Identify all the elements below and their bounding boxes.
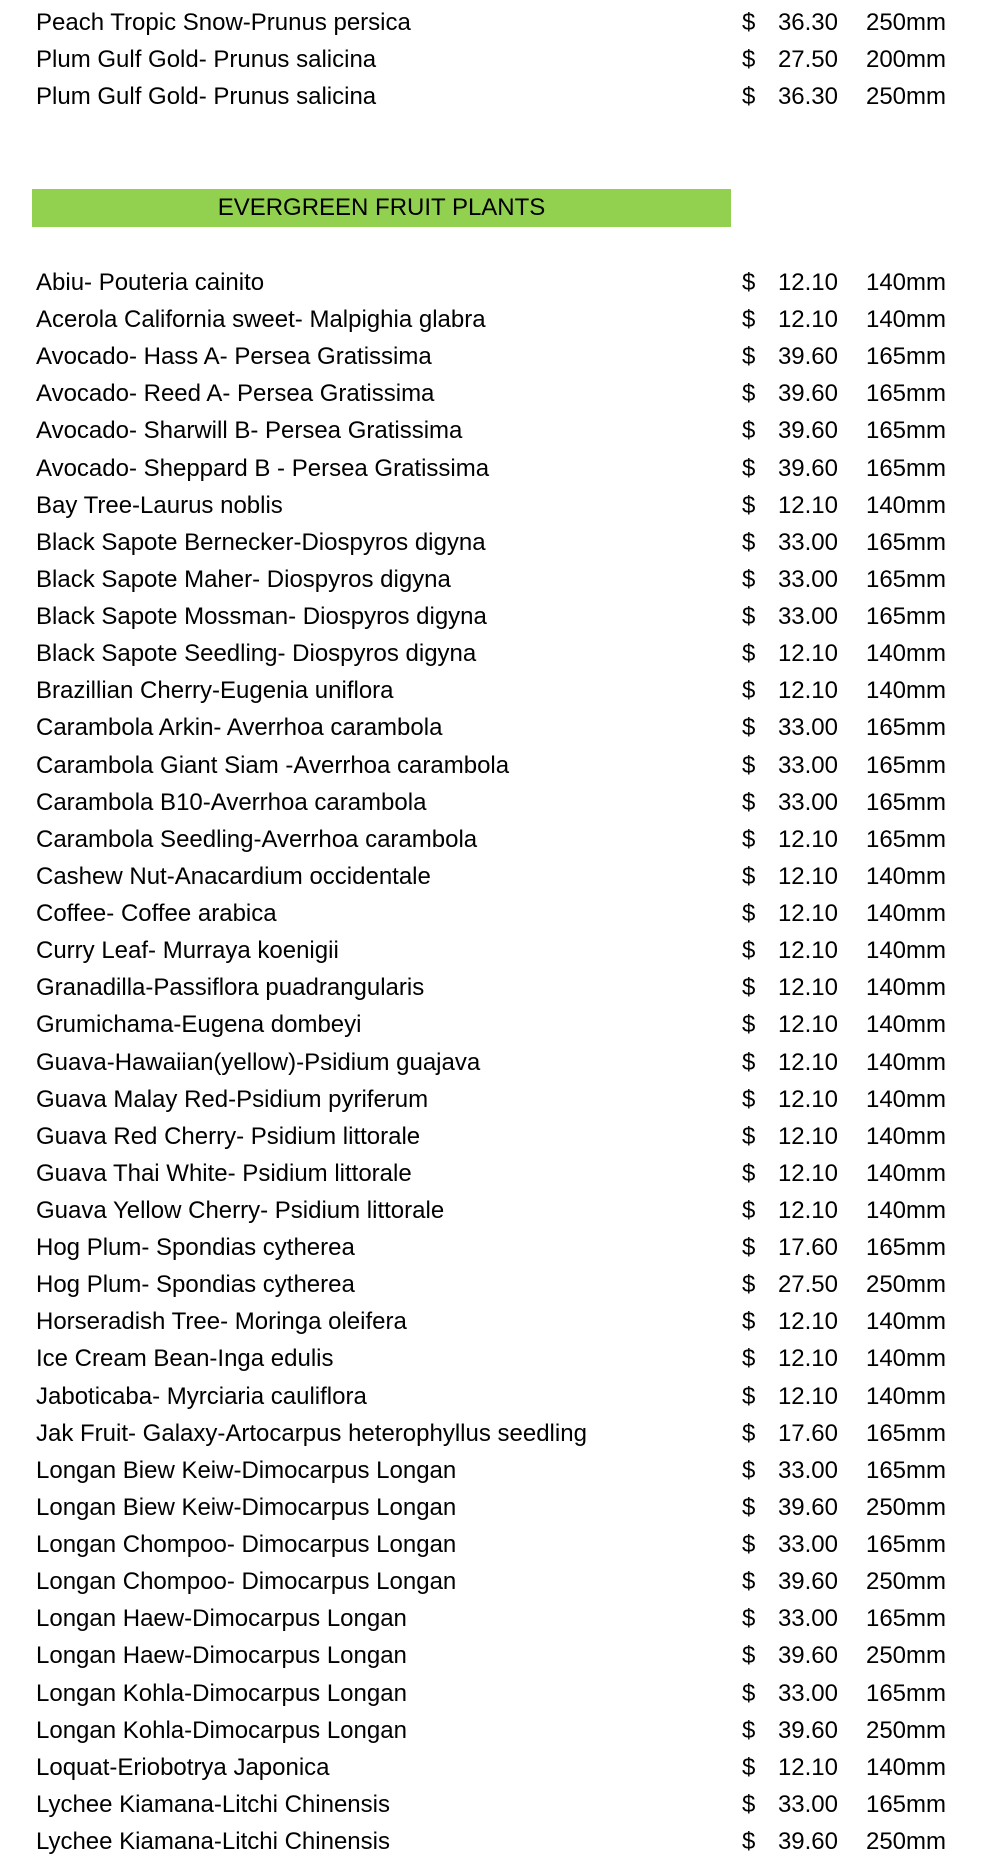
currency-symbol: $ xyxy=(742,1271,756,1299)
pot-size: 140mm xyxy=(865,1122,946,1150)
price-value: 39.60 xyxy=(777,454,838,482)
plant-name: Guava Yellow Cherry- Psidium littorale xyxy=(36,1197,445,1224)
pot-size: 140mm xyxy=(865,1011,946,1039)
currency-symbol: $ xyxy=(742,937,756,965)
price-row xyxy=(0,1637,988,1674)
pot-size: 250mm xyxy=(865,1568,946,1596)
price-value: 39.60 xyxy=(777,1828,838,1856)
pot-size: 165mm xyxy=(865,454,946,482)
plant-name: Hog Plum- Spondias cytherea xyxy=(36,1271,355,1299)
plant-name: Jak Fruit- Galaxy-Artocarpus heterophyllus seedling xyxy=(36,1419,587,1447)
price-row xyxy=(0,784,988,821)
price-row xyxy=(0,4,988,41)
price-row xyxy=(0,487,988,524)
pot-size: 165mm xyxy=(865,417,946,445)
currency-symbol: $ xyxy=(742,1308,756,1336)
currency-symbol: $ xyxy=(742,417,756,445)
currency-symbol: $ xyxy=(742,1085,756,1113)
price-row xyxy=(0,1712,988,1749)
price-row xyxy=(0,450,988,487)
pot-size: 140mm xyxy=(865,269,946,296)
pot-size: 140mm xyxy=(865,1345,946,1373)
plant-name: Longan Kohla-Dimocarpus Longan xyxy=(36,1679,407,1707)
pot-size: 165mm xyxy=(865,528,946,556)
plant-name: Coffee- Coffee arabica xyxy=(36,900,277,928)
price-value: 12.10 xyxy=(777,1048,838,1076)
currency-symbol: $ xyxy=(742,825,756,853)
pot-size: 140mm xyxy=(865,677,946,705)
pot-size: 140mm xyxy=(865,1197,946,1224)
plant-name: Carambola B10-Averrhoa carambola xyxy=(36,788,427,816)
currency-symbol: $ xyxy=(742,454,756,482)
currency-symbol: $ xyxy=(742,565,756,593)
pot-size: 165mm xyxy=(865,1456,946,1484)
currency-symbol: $ xyxy=(742,603,756,631)
currency-symbol: $ xyxy=(742,1382,756,1410)
currency-symbol: $ xyxy=(742,862,756,890)
plant-name: Longan Haew-Dimocarpus Longan xyxy=(36,1605,407,1633)
currency-symbol: $ xyxy=(742,1716,756,1744)
price-value: 12.10 xyxy=(777,1011,838,1039)
price-row xyxy=(0,264,988,301)
pot-size: 250mm xyxy=(865,1493,946,1521)
section-header-evergreen-fruit-plants: EVERGREEN FRUIT PLANTS xyxy=(32,189,731,227)
plant-name: Avocado- Reed A- Persea Gratissima xyxy=(36,380,435,408)
price-value: 12.10 xyxy=(777,491,838,519)
currency-symbol: $ xyxy=(742,1493,756,1521)
price-row xyxy=(0,969,988,1006)
currency-symbol: $ xyxy=(742,1531,756,1559)
price-row xyxy=(0,1044,988,1081)
pot-size: 140mm xyxy=(865,900,946,928)
currency-symbol: $ xyxy=(742,1753,756,1781)
pot-size: 165mm xyxy=(865,714,946,742)
pot-size: 140mm xyxy=(865,1085,946,1113)
price-row xyxy=(0,78,988,115)
pot-size: 165mm xyxy=(865,343,946,371)
price-row xyxy=(0,412,988,449)
price-value: 12.10 xyxy=(777,1382,838,1410)
price-value: 12.10 xyxy=(777,306,838,334)
plant-name: Avocado- Sharwill B- Persea Gratissima xyxy=(36,417,463,445)
price-value: 39.60 xyxy=(777,1493,838,1521)
pot-size: 165mm xyxy=(865,1419,946,1447)
price-row xyxy=(0,338,988,375)
price-row xyxy=(0,301,988,338)
price-value: 12.10 xyxy=(777,269,838,296)
currency-symbol: $ xyxy=(742,343,756,371)
plant-name: Black Sapote Maher- Diospyros digyna xyxy=(36,565,451,593)
price-row xyxy=(0,895,988,932)
plant-name: Ice Cream Bean-Inga edulis xyxy=(36,1345,334,1373)
plant-name: Jaboticaba- Myrciaria cauliflora xyxy=(36,1382,367,1410)
plant-name: Horseradish Tree- Moringa oleifera xyxy=(36,1308,407,1336)
price-row xyxy=(0,41,988,78)
plant-name: Black Sapote Bernecker-Diospyros digyna xyxy=(36,528,486,556)
pot-size: 140mm xyxy=(865,1753,946,1781)
price-value: 33.00 xyxy=(777,751,838,779)
currency-symbol: $ xyxy=(742,900,756,928)
plant-name: Loquat-Eriobotrya Japonica xyxy=(36,1753,330,1781)
price-row xyxy=(0,858,988,895)
plant-name: Avocado- Sheppard B - Persea Gratissima xyxy=(36,454,490,482)
price-value: 39.60 xyxy=(777,1568,838,1596)
currency-symbol: $ xyxy=(742,1345,756,1373)
currency-symbol: $ xyxy=(742,1568,756,1596)
plant-name: Lychee Kiamana-Litchi Chinensis xyxy=(36,1790,390,1818)
price-value: 39.60 xyxy=(777,417,838,445)
plant-name: Guava Thai White- Psidium littorale xyxy=(36,1159,412,1187)
plant-name: Cashew Nut-Anacardium occidentale xyxy=(36,862,431,890)
pot-size: 140mm xyxy=(865,1382,946,1410)
pot-size: 250mm xyxy=(865,1271,946,1299)
price-row xyxy=(0,635,988,672)
plant-name: Peach Tropic Snow-Prunus persica xyxy=(36,9,411,36)
price-value: 33.00 xyxy=(777,1605,838,1633)
plant-name: Longan Biew Keiw-Dimocarpus Longan xyxy=(36,1456,457,1484)
price-value: 12.10 xyxy=(777,1753,838,1781)
pot-size: 250mm xyxy=(865,83,946,110)
plant-name: Granadilla-Passiflora puadrangularis xyxy=(36,974,425,1002)
pot-size: 140mm xyxy=(865,862,946,890)
price-row xyxy=(0,1526,988,1563)
pot-size: 165mm xyxy=(865,565,946,593)
pot-size: 165mm xyxy=(865,1234,946,1262)
price-value: 12.10 xyxy=(777,1085,838,1113)
price-value: 12.10 xyxy=(777,677,838,705)
plant-name: Carambola Seedling-Averrhoa carambola xyxy=(36,825,478,853)
plant-name: Guava-Hawaiian(yellow)-Psidium guajava xyxy=(36,1048,481,1076)
price-value: 12.10 xyxy=(777,862,838,890)
plant-name: Lychee Kiamana-Litchi Chinensis xyxy=(36,1828,390,1856)
price-value: 17.60 xyxy=(777,1234,838,1262)
currency-symbol: $ xyxy=(742,306,756,334)
price-row xyxy=(0,1229,988,1266)
currency-symbol: $ xyxy=(742,1197,756,1224)
price-row xyxy=(0,1006,988,1043)
price-row xyxy=(0,524,988,561)
plant-name: Carambola Arkin- Averrhoa carambola xyxy=(36,714,443,742)
plant-name: Plum Gulf Gold- Prunus salicina xyxy=(36,46,377,73)
pot-size: 250mm xyxy=(865,1642,946,1670)
price-row xyxy=(0,1452,988,1489)
pot-size: 250mm xyxy=(865,9,946,36)
plant-name: Carambola Giant Siam -Averrhoa carambola xyxy=(36,751,510,779)
currency-symbol: $ xyxy=(742,1790,756,1818)
price-value: 33.00 xyxy=(777,565,838,593)
pot-size: 165mm xyxy=(865,825,946,853)
price-row xyxy=(0,709,988,746)
pot-size: 140mm xyxy=(865,306,946,334)
plant-name: Black Sapote Mossman- Diospyros digyna xyxy=(36,603,487,631)
price-row xyxy=(0,375,988,412)
price-value: 12.10 xyxy=(777,937,838,965)
price-value: 36.30 xyxy=(777,9,838,36)
plant-name: Longan Haew-Dimocarpus Longan xyxy=(36,1642,407,1670)
price-value: 12.10 xyxy=(777,1308,838,1336)
plant-name: Brazillian Cherry-Eugenia uniflora xyxy=(36,677,394,705)
price-value: 12.10 xyxy=(777,1197,838,1224)
plant-name: Curry Leaf- Murraya koenigii xyxy=(36,937,339,965)
pot-size: 140mm xyxy=(865,974,946,1002)
currency-symbol: $ xyxy=(742,1122,756,1150)
currency-symbol: $ xyxy=(742,1828,756,1856)
price-value: 33.00 xyxy=(777,1679,838,1707)
currency-symbol: $ xyxy=(742,528,756,556)
plant-name: Hog Plum- Spondias cytherea xyxy=(36,1234,355,1262)
price-value: 12.10 xyxy=(777,974,838,1002)
price-row xyxy=(0,932,988,969)
price-row xyxy=(0,1415,988,1452)
price-value: 36.30 xyxy=(777,83,838,110)
pot-size: 140mm xyxy=(865,491,946,519)
price-row xyxy=(0,1192,988,1229)
currency-symbol: $ xyxy=(742,751,756,779)
currency-symbol: $ xyxy=(742,1605,756,1633)
currency-symbol: $ xyxy=(742,1011,756,1039)
price-row xyxy=(0,1081,988,1118)
price-value: 33.00 xyxy=(777,788,838,816)
plant-name: Acerola California sweet- Malpighia glabra xyxy=(36,306,486,334)
price-row xyxy=(0,1118,988,1155)
plant-name: Bay Tree-Laurus noblis xyxy=(36,491,283,519)
currency-symbol: $ xyxy=(742,1456,756,1484)
pot-size: 140mm xyxy=(865,1159,946,1187)
pot-size: 140mm xyxy=(865,640,946,668)
price-value: 39.60 xyxy=(777,1642,838,1670)
currency-symbol: $ xyxy=(742,714,756,742)
price-value: 39.60 xyxy=(777,1716,838,1744)
price-value: 12.10 xyxy=(777,640,838,668)
price-value: 27.50 xyxy=(777,1271,838,1299)
currency-symbol: $ xyxy=(742,1048,756,1076)
price-value: 12.10 xyxy=(777,825,838,853)
pot-size: 165mm xyxy=(865,1679,946,1707)
price-row xyxy=(0,1563,988,1600)
price-value: 17.60 xyxy=(777,1419,838,1447)
plant-name: Black Sapote Seedling- Diospyros digyna xyxy=(36,640,477,668)
price-value: 39.60 xyxy=(777,380,838,408)
pot-size: 165mm xyxy=(865,1790,946,1818)
currency-symbol: $ xyxy=(742,1642,756,1670)
price-value: 33.00 xyxy=(777,714,838,742)
price-row xyxy=(0,561,988,598)
currency-symbol: $ xyxy=(742,788,756,816)
price-row xyxy=(0,1786,988,1823)
price-row xyxy=(0,1489,988,1526)
pot-size: 165mm xyxy=(865,1605,946,1633)
price-row xyxy=(0,1600,988,1637)
price-value: 33.00 xyxy=(777,1790,838,1818)
plant-name: Plum Gulf Gold- Prunus salicina xyxy=(36,83,377,110)
currency-symbol: $ xyxy=(742,380,756,408)
currency-symbol: $ xyxy=(742,1679,756,1707)
plant-name: Longan Chompoo- Dimocarpus Longan xyxy=(36,1568,457,1596)
price-value: 39.60 xyxy=(777,343,838,371)
price-row xyxy=(0,672,988,709)
pot-size: 140mm xyxy=(865,1048,946,1076)
price-value: 33.00 xyxy=(777,1531,838,1559)
pot-size: 165mm xyxy=(865,380,946,408)
price-row xyxy=(0,1378,988,1415)
pot-size: 200mm xyxy=(865,46,946,73)
pot-size: 165mm xyxy=(865,603,946,631)
price-row xyxy=(0,1266,988,1303)
price-row xyxy=(0,821,988,858)
currency-symbol: $ xyxy=(742,1419,756,1447)
currency-symbol: $ xyxy=(742,677,756,705)
plant-name: Abiu- Pouteria cainito xyxy=(36,269,265,296)
price-value: 12.10 xyxy=(777,1159,838,1187)
price-value: 33.00 xyxy=(777,603,838,631)
currency-symbol: $ xyxy=(742,46,756,73)
price-row xyxy=(0,1823,988,1860)
currency-symbol: $ xyxy=(742,491,756,519)
price-row xyxy=(0,1675,988,1712)
plant-name: Longan Biew Keiw-Dimocarpus Longan xyxy=(36,1493,457,1521)
price-value: 27.50 xyxy=(777,46,838,73)
price-row xyxy=(0,1303,988,1340)
currency-symbol: $ xyxy=(742,9,756,36)
price-value: 33.00 xyxy=(777,528,838,556)
price-row xyxy=(0,747,988,784)
price-value: 12.10 xyxy=(777,1345,838,1373)
currency-symbol: $ xyxy=(742,1159,756,1187)
plant-name: Avocado- Hass A- Persea Gratissima xyxy=(36,343,432,371)
plant-name: Grumichama-Eugena dombeyi xyxy=(36,1011,362,1039)
pot-size: 140mm xyxy=(865,937,946,965)
price-value: 12.10 xyxy=(777,900,838,928)
pot-size: 140mm xyxy=(865,1308,946,1336)
price-value: 33.00 xyxy=(777,1456,838,1484)
plant-name: Guava Malay Red-Psidium pyriferum xyxy=(36,1085,429,1113)
price-row xyxy=(0,598,988,635)
price-row xyxy=(0,1155,988,1192)
plant-name: Guava Red Cherry- Psidium littorale xyxy=(36,1122,421,1150)
plant-name: Longan Kohla-Dimocarpus Longan xyxy=(36,1716,407,1744)
price-value: 12.10 xyxy=(777,1122,838,1150)
price-row xyxy=(0,1340,988,1377)
currency-symbol: $ xyxy=(742,83,756,110)
currency-symbol: $ xyxy=(742,269,756,296)
pot-size: 250mm xyxy=(865,1828,946,1856)
price-row xyxy=(0,1749,988,1786)
currency-symbol: $ xyxy=(742,974,756,1002)
pot-size: 250mm xyxy=(865,1716,946,1744)
pot-size: 165mm xyxy=(865,1531,946,1559)
pot-size: 165mm xyxy=(865,788,946,816)
currency-symbol: $ xyxy=(742,640,756,668)
currency-symbol: $ xyxy=(742,1234,756,1262)
pot-size: 165mm xyxy=(865,751,946,779)
plant-name: Longan Chompoo- Dimocarpus Longan xyxy=(36,1531,457,1559)
